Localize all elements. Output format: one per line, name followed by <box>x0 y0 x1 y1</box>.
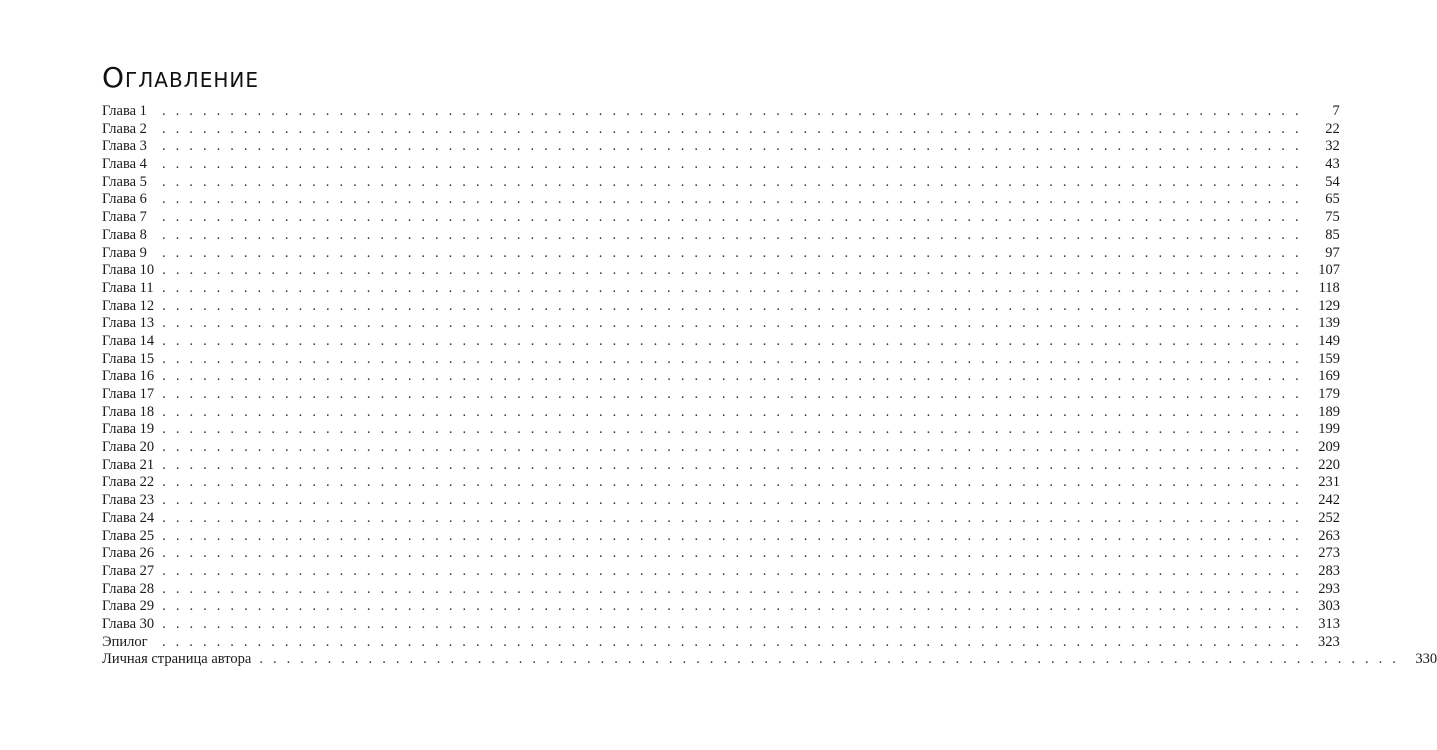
toc-entry <box>102 350 1340 369</box>
toc-entry <box>102 562 1340 581</box>
toc-entry <box>102 226 1340 245</box>
toc-entry-page-number: 263 <box>1318 527 1340 544</box>
toc-entry-label: Глава 3 <box>102 138 147 155</box>
toc-entry <box>102 615 1340 634</box>
toc-entry-label: Глава 24 <box>102 509 155 526</box>
dot-leader: . . . . . . . . . . . . . . . . . . . . . . . . . . . . . . . . . . . . . . . . . . . . . . . . . . . . . . . . . . . . . . . . . . . . . . . . . . . . . . . . . . . . <box>162 209 1302 226</box>
toc-entry-page-number: 75 <box>1325 209 1340 226</box>
dot-leader: . . . . . . . . . . . . . . . . . . . . . . . . . . . . . . . . . . . . . . . . . . . . . . . . . . . . . . . . . . . . . . . . . . . . . . . . . . . . . . . . . . . . <box>162 598 1302 615</box>
dot-leader: . . . . . . . . . . . . . . . . . . . . . . . . . . . . . . . . . . . . . . . . . . . . . . . . . . . . . . . . . . . . . . . . . . . . . . . . . . . . . . . . . . . . <box>162 456 1302 473</box>
page-title: Оглавление <box>102 61 259 94</box>
toc-entry-label: Глава 15 <box>102 350 155 367</box>
toc-entry <box>102 439 1340 457</box>
dot-leader: . . . . . . . . . . . . . . . . . . . . . . . . . . . . . . . . . . . . . . . . . . . . . . . . . . . . . . . . . . . . . . . . . . . . . . . . . . . . . . . . . . . . <box>162 439 1302 456</box>
toc-entry <box>102 580 1340 599</box>
dot-leader: . . . . . . . . . . . . . . . . . . . . . . . . . . . . . . . . . . . . . . . . . . . . . . . . . . . . . . . . . . . . . . . . . . . . . . . . . . . . . . . . . . . . <box>162 350 1302 367</box>
toc-entry-page-number: 149 <box>1318 332 1340 349</box>
toc-entry-label: Глава 27 <box>102 562 155 579</box>
toc-entry <box>102 191 1340 209</box>
toc-entry <box>102 421 1340 439</box>
toc-entry <box>102 386 1340 404</box>
toc-entry-page-number: 330 <box>1415 651 1437 668</box>
toc-entry-page-number: 65 <box>1325 191 1340 208</box>
toc-entry-label: Глава 5 <box>102 173 147 190</box>
toc-entry-page-number: 107 <box>1318 262 1340 279</box>
toc-entry-page-number: 54 <box>1325 173 1340 190</box>
toc-entry <box>102 244 1340 263</box>
toc-entry <box>102 120 1340 139</box>
toc-entry-label: Глава 29 <box>102 598 155 615</box>
toc-entry-label: Глава 26 <box>102 545 155 562</box>
toc-entry-label: Глава 1 <box>102 103 147 119</box>
dot-leader: . . . . . . . . . . . . . . . . . . . . . . . . . . . . . . . . . . . . . . . . . . . . . . . . . . . . . . . . . . . . . . . . . . . . . . . . . . . . . . . . . . . . <box>162 386 1302 402</box>
dot-leader: . . . . . . . . . . . . . . . . . . . . . . . . . . . . . . . . . . . . . . . . . . . . . . . . . . . . . . . . . . . . . . . . . . . . . . . . . . . . . . . . . . . . <box>162 244 1302 261</box>
toc-entry <box>102 545 1340 563</box>
toc-entry <box>102 509 1340 528</box>
toc-entry-label: Глава 14 <box>102 332 155 349</box>
toc-entry-label: Глава 16 <box>102 368 155 385</box>
toc-entry-label: Глава 2 <box>102 120 147 137</box>
toc-entry-label: Глава 6 <box>102 191 147 208</box>
dot-leader: . . . . . . . . . . . . . . . . . . . . . . . . . . . . . . . . . . . . . . . . . . . . . . . . . . . . . . . . . . . . . . . . . . . . . . . . . . . . . . . . . . . . <box>162 279 1302 296</box>
dot-leader: . . . . . . . . . . . . . . . . . . . . . . . . . . . . . . . . . . . . . . . . . . . . . . . . . . . . . . . . . . . . . . . . . . . . . . . . . . . . . . . . . . . . <box>162 492 1302 509</box>
toc-entry-label: Глава 30 <box>102 615 155 632</box>
dot-leader: . . . . . . . . . . . . . . . . . . . . . . . . . . . . . . . . . . . . . . . . . . . . . . . . . . . . . . . . . . . . . . . . . . . . . . . . . . . . . . . . . . . . <box>162 474 1302 491</box>
toc-entry-label: Глава 28 <box>102 580 155 597</box>
toc-entry-label: Глава 25 <box>102 527 155 544</box>
toc-entry-page-number: 85 <box>1325 226 1340 243</box>
toc-entry-page-number: 220 <box>1318 456 1340 473</box>
toc-entry-label: Глава 8 <box>102 226 147 243</box>
toc-entry-page-number: 159 <box>1318 350 1340 367</box>
toc-entry <box>102 279 1340 298</box>
dot-leader: . . . . . . . . . . . . . . . . . . . . . . . . . . . . . . . . . . . . . . . . . . . . . . . . . . . . . . . . . . . . . . . . . . . . . . . . . . . . . . . . . . . . <box>162 315 1302 332</box>
dot-leader: . . . . . . . . . . . . . . . . . . . . . . . . . . . . . . . . . . . . . . . . . . . . . . . . . . . . . . . . . . . . . . . . . . . . . . . . . . . . . . . . . . . . <box>162 297 1302 314</box>
dot-leader: . . . . . . . . . . . . . . . . . . . . . . . . . . . . . . . . . . . . . . . . . . . . . . . . . . . . . . . . . . . . . . . . . . . . . . . . . . . . . . . . . . . . <box>162 562 1302 579</box>
toc-entry-page-number: 97 <box>1325 244 1340 261</box>
toc-entry <box>102 492 1340 510</box>
dot-leader: . . . . . . . . . . . . . . . . . . . . . . . . . . . . . . . . . . . . . . . . . . . . . . . . . . . . . . . . . . . . . . . . . . . . . . . . . . . . . . . . . . . . <box>162 120 1302 137</box>
dot-leader: . . . . . . . . . . . . . . . . . . . . . . . . . . . . . . . . . . . . . . . . . . . . . . . . . . . . . . . . . . . . . . . . . . . . . . . . . . . . . . . . . . . . <box>162 421 1302 438</box>
dot-leader: . . . . . . . . . . . . . . . . . . . . . . . . . . . . . . . . . . . . . . . . . . . . . . . . . . . . . . . . . . . . . . . . . . . . . . . . . . . . . . . . . . . . <box>162 403 1302 420</box>
toc-entry <box>102 527 1340 546</box>
dot-leader: . . . . . . . . . . . . . . . . . . . . . . . . . . . . . . . . . . . . . . . . . . . . . . . . . . . . . . . . . . . . . . . . . . . . . . . . . . . . . . . . . . . . <box>259 651 1400 668</box>
toc-entry-page-number: 293 <box>1318 580 1340 597</box>
toc-entry-page-number: 189 <box>1318 403 1340 420</box>
toc-entry-label: Личная страница автора <box>102 651 252 668</box>
toc-entry-page-number: 252 <box>1318 509 1340 526</box>
toc-entry-label: Глава 23 <box>102 492 155 509</box>
toc-entry <box>102 474 1340 492</box>
toc-entry-page-number: 22 <box>1325 120 1340 137</box>
toc-entry-label: Глава 7 <box>102 209 147 226</box>
toc-entry <box>102 651 1437 669</box>
toc-entry <box>102 209 1340 227</box>
toc-entry-page-number: 129 <box>1318 297 1340 314</box>
toc-entry-label: Глава 17 <box>102 386 155 402</box>
toc-entry-page-number: 283 <box>1318 562 1340 579</box>
dot-leader: . . . . . . . . . . . . . . . . . . . . . . . . . . . . . . . . . . . . . . . . . . . . . . . . . . . . . . . . . . . . . . . . . . . . . . . . . . . . . . . . . . . . <box>162 615 1302 632</box>
toc-entry-label: Глава 13 <box>102 315 155 332</box>
toc-entry-page-number: 231 <box>1318 474 1340 491</box>
toc-entry-label: Глава 18 <box>102 403 155 420</box>
dot-leader: . . . . . . . . . . . . . . . . . . . . . . . . . . . . . . . . . . . . . . . . . . . . . . . . . . . . . . . . . . . . . . . . . . . . . . . . . . . . . . . . . . . . <box>162 545 1302 562</box>
dot-leader: . . . . . . . . . . . . . . . . . . . . . . . . . . . . . . . . . . . . . . . . . . . . . . . . . . . . . . . . . . . . . . . . . . . . . . . . . . . . . . . . . . . . <box>162 173 1302 190</box>
toc-entry-label: Глава 12 <box>102 297 155 314</box>
toc-entry-page-number: 43 <box>1325 156 1340 173</box>
toc-entry <box>102 332 1340 351</box>
toc-entry-page-number: 139 <box>1318 315 1340 332</box>
dot-leader: . . . . . . . . . . . . . . . . . . . . . . . . . . . . . . . . . . . . . . . . . . . . . . . . . . . . . . . . . . . . . . . . . . . . . . . . . . . . . . . . . . . . <box>162 103 1302 119</box>
toc-entry-label: Глава 4 <box>102 156 147 173</box>
toc-entry <box>102 262 1340 280</box>
toc-entry-page-number: 32 <box>1325 138 1340 155</box>
dot-leader: . . . . . . . . . . . . . . . . . . . . . . . . . . . . . . . . . . . . . . . . . . . . . . . . . . . . . . . . . . . . . . . . . . . . . . . . . . . . . . . . . . . . <box>162 226 1302 243</box>
toc-entry-page-number: 242 <box>1318 492 1340 509</box>
toc-entry-label: Глава 11 <box>102 279 154 296</box>
toc-entry-page-number: 273 <box>1318 545 1340 562</box>
toc-entry-label: Глава 9 <box>102 244 147 261</box>
dot-leader: . . . . . . . . . . . . . . . . . . . . . . . . . . . . . . . . . . . . . . . . . . . . . . . . . . . . . . . . . . . . . . . . . . . . . . . . . . . . . . . . . . . . <box>162 156 1302 173</box>
toc-entry-page-number: 179 <box>1318 386 1340 402</box>
dot-leader: . . . . . . . . . . . . . . . . . . . . . . . . . . . . . . . . . . . . . . . . . . . . . . . . . . . . . . . . . . . . . . . . . . . . . . . . . . . . . . . . . . . . <box>162 262 1302 279</box>
dot-leader: . . . . . . . . . . . . . . . . . . . . . . . . . . . . . . . . . . . . . . . . . . . . . . . . . . . . . . . . . . . . . . . . . . . . . . . . . . . . . . . . . . . . <box>162 368 1302 385</box>
toc-entry-label: Глава 10 <box>102 262 155 279</box>
toc-entry-page-number: 209 <box>1318 439 1340 456</box>
toc-entry-page-number: 199 <box>1318 421 1340 438</box>
toc-entry <box>102 103 1340 121</box>
toc-entry-label: Глава 20 <box>102 439 155 456</box>
dot-leader: . . . . . . . . . . . . . . . . . . . . . . . . . . . . . . . . . . . . . . . . . . . . . . . . . . . . . . . . . . . . . . . . . . . . . . . . . . . . . . . . . . . . <box>162 633 1302 650</box>
toc-entry-page-number: 323 <box>1318 633 1340 650</box>
toc-entry-label: Эпилог <box>102 633 148 650</box>
dot-leader: . . . . . . . . . . . . . . . . . . . . . . . . . . . . . . . . . . . . . . . . . . . . . . . . . . . . . . . . . . . . . . . . . . . . . . . . . . . . . . . . . . . . <box>162 580 1302 597</box>
toc-entry <box>102 156 1340 174</box>
toc-entry-page-number: 7 <box>1332 103 1340 119</box>
toc-entry <box>102 403 1340 422</box>
toc-entry <box>102 633 1340 652</box>
toc-entry-page-number: 169 <box>1318 368 1340 385</box>
toc-entry <box>102 138 1340 156</box>
toc-entry <box>102 456 1340 475</box>
toc-entry <box>102 368 1340 386</box>
toc-entry <box>102 173 1340 192</box>
toc-entry-page-number: 303 <box>1318 598 1340 615</box>
table-of-contents <box>102 103 1437 669</box>
toc-entry <box>102 598 1340 616</box>
dot-leader: . . . . . . . . . . . . . . . . . . . . . . . . . . . . . . . . . . . . . . . . . . . . . . . . . . . . . . . . . . . . . . . . . . . . . . . . . . . . . . . . . . . . <box>162 138 1302 155</box>
toc-entry-page-number: 118 <box>1318 279 1340 296</box>
toc-entry <box>102 297 1340 316</box>
toc-entry-page-number: 313 <box>1318 615 1340 632</box>
toc-entry-label: Глава 19 <box>102 421 155 438</box>
dot-leader: . . . . . . . . . . . . . . . . . . . . . . . . . . . . . . . . . . . . . . . . . . . . . . . . . . . . . . . . . . . . . . . . . . . . . . . . . . . . . . . . . . . . <box>162 332 1302 349</box>
dot-leader: . . . . . . . . . . . . . . . . . . . . . . . . . . . . . . . . . . . . . . . . . . . . . . . . . . . . . . . . . . . . . . . . . . . . . . . . . . . . . . . . . . . . <box>162 191 1302 208</box>
dot-leader: . . . . . . . . . . . . . . . . . . . . . . . . . . . . . . . . . . . . . . . . . . . . . . . . . . . . . . . . . . . . . . . . . . . . . . . . . . . . . . . . . . . . <box>162 527 1302 544</box>
toc-entry-label: Глава 21 <box>102 456 155 473</box>
toc-entry <box>102 315 1340 333</box>
toc-entry-label: Глава 22 <box>102 474 155 491</box>
dot-leader: . . . . . . . . . . . . . . . . . . . . . . . . . . . . . . . . . . . . . . . . . . . . . . . . . . . . . . . . . . . . . . . . . . . . . . . . . . . . . . . . . . . . <box>162 509 1302 526</box>
